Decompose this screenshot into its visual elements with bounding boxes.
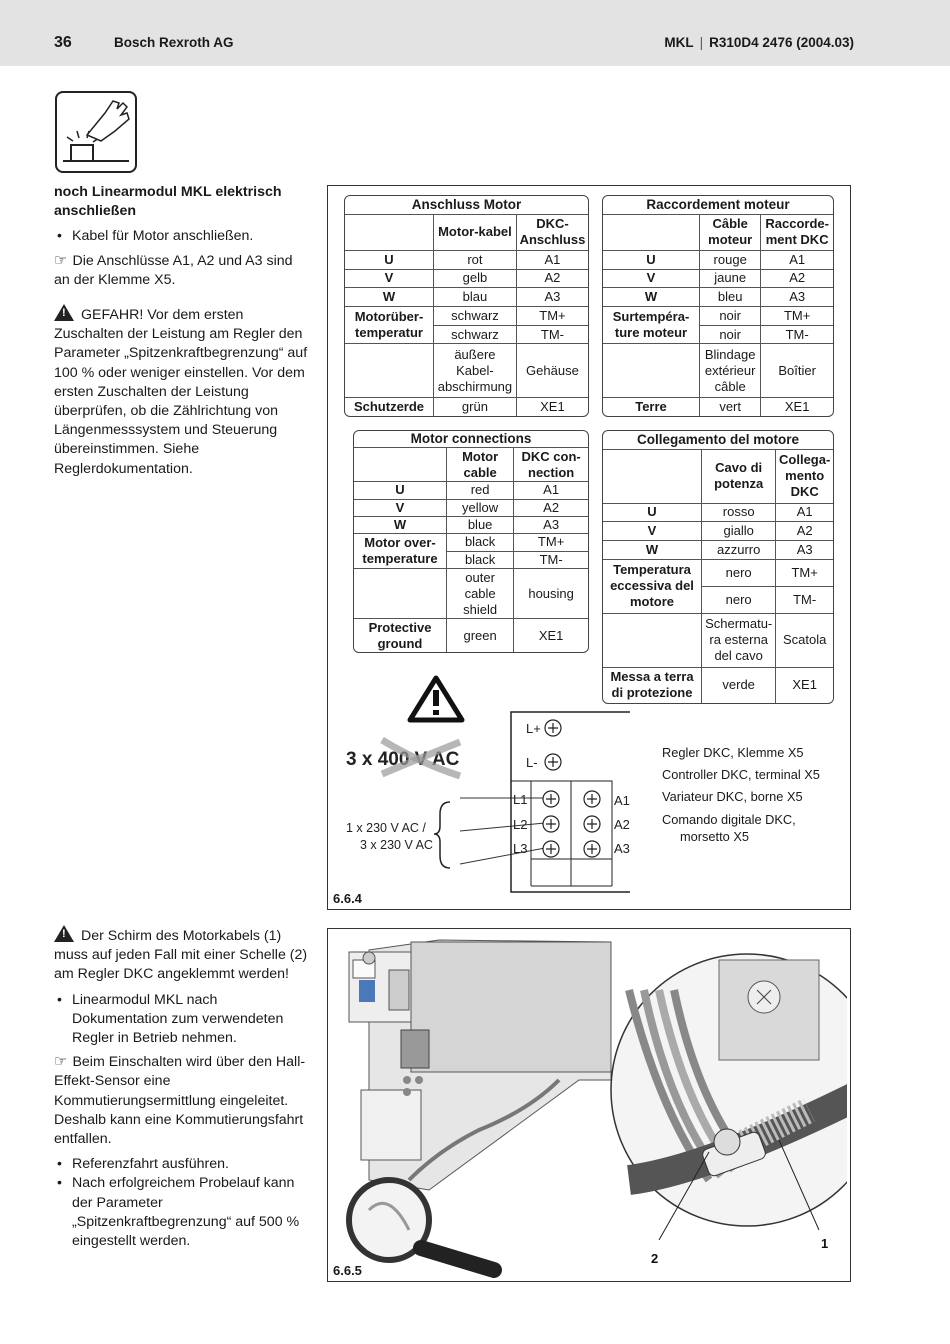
- table-cell: XE1: [776, 667, 833, 703]
- caption-de: Regler DKC, Klemme X5: [662, 745, 804, 760]
- crossed-voltage-label: 3 x 400 V AC: [346, 749, 460, 770]
- table-cell: A3: [776, 541, 833, 560]
- table-cell: Boîtier: [761, 344, 833, 398]
- table-cell: housing: [514, 569, 588, 619]
- terminal-label-a3: A3: [614, 841, 630, 856]
- wire-l2: [460, 823, 545, 831]
- table-cell: schwarz: [434, 325, 517, 344]
- table-cell: rouge: [700, 250, 761, 269]
- warning-shield-note: !Der Schirm des Motorkabels (1) muss auf jeden Fall mit einer Schelle (2) am Regler DKC angeklemmt werden!: [54, 925, 309, 985]
- table-cell: Motorüber-temperatur: [345, 307, 434, 344]
- table-cell: Gehäuse: [516, 344, 588, 398]
- col-header: Cavo di potenza: [702, 449, 776, 503]
- danger-icon: [54, 304, 74, 321]
- bullet-commissioning: • Linearmodul MKL nach Dokumentation zum verwendeten Regler in Betrieb nehmen.: [54, 991, 309, 1049]
- table-cell: W: [345, 288, 434, 307]
- table-cell: A2: [761, 269, 833, 288]
- table-cell: [603, 613, 702, 667]
- table-english: [353, 430, 589, 653]
- col-header: Collega-mento DKC: [776, 449, 833, 503]
- table-cell: jaune: [700, 269, 761, 288]
- table-cell: TM-: [514, 551, 588, 568]
- table-cell: giallo: [702, 522, 776, 541]
- brace: [434, 802, 450, 868]
- table-cell: Motor over-temperature: [354, 534, 447, 569]
- table-cell: TM+: [514, 534, 588, 551]
- table-cell: TM+: [761, 307, 833, 326]
- col-header: Motor-kabel: [434, 214, 517, 250]
- table-cell: U: [603, 250, 700, 269]
- table-cell: TM-: [761, 325, 833, 344]
- table-cell: A1: [514, 482, 588, 499]
- table-cell: Protective ground: [354, 619, 447, 652]
- table-title: Motor connections: [354, 431, 588, 448]
- wiring-diagram: [330, 668, 630, 898]
- table-cell: TM+: [516, 307, 588, 326]
- table-cell: black: [447, 534, 514, 551]
- table-cell: XE1: [516, 398, 588, 416]
- table-cell: noir: [700, 307, 761, 326]
- note-hall-sensor: ☞ Beim Einschalten wird über den Hall-Effekt-Sensor eine Kommutierungsermittlung eingeleitet. Deshalb kann eine Kommutierungsfahrt entfallen.: [54, 1053, 306, 1148]
- company-name: Bosch Rexroth AG: [114, 35, 234, 50]
- table-cell: yellow: [447, 499, 514, 516]
- danger-note: !GEFAHR! Vor dem ersten Zuschalten der Leistung am Regler den Parameter „Spitzenkraftbegrenzung“ auf 100 % oder weniger einstellen. Vor dem ersten Zuschalten der Leistung überprüfen, ob die Zählrichtung von Längenmesssystem und Steuerung übereinstimmen. Siehe Reglerdokumentation.: [54, 304, 309, 479]
- terminal-label-l3: L3: [513, 841, 528, 856]
- table-cell: U: [345, 250, 434, 269]
- wire-l3: [460, 848, 545, 864]
- col-header: DKC-Anschluss: [516, 214, 588, 250]
- table-cell: [345, 214, 434, 250]
- table-cell: outer cable shield: [447, 569, 514, 619]
- table-cell: [354, 448, 447, 482]
- table-cell: [603, 344, 700, 398]
- col-header: Câble moteur: [700, 214, 761, 250]
- table-cell: grün: [434, 398, 517, 416]
- caption-it: Comando digitale DKC,: [662, 812, 796, 827]
- table-cell: TM+: [776, 559, 833, 586]
- table-cell: W: [354, 516, 447, 533]
- bullet-reference-run: • Referenzfahrt ausführen.: [54, 1155, 309, 1174]
- table-cell: A3: [514, 516, 588, 533]
- table-cell: [354, 569, 447, 619]
- bullet-connect-cable: • Kabel für Motor anschließen.: [54, 227, 309, 246]
- table-cell: Terre: [603, 398, 700, 416]
- table-cell: A1: [761, 250, 833, 269]
- supply-label-1: 1 x 230 V AC /: [346, 821, 426, 835]
- table-cell: V: [345, 269, 434, 288]
- table-cell: A2: [516, 269, 588, 288]
- bullet-peak-force: • Nach erfolgreichem Probelauf kann der Parameter „Spitzenkraftbegrenzung“ auf 500 % eingestellt werden.: [54, 1174, 309, 1251]
- table-cell: A1: [776, 503, 833, 522]
- pointing-hand-icon: ☞: [54, 251, 68, 269]
- table-cell: rosso: [702, 503, 776, 522]
- document-number: R310D4 2476 (2004.03): [709, 35, 854, 50]
- table-cell: azzurro: [702, 541, 776, 560]
- product-name: MKL: [664, 35, 694, 50]
- table-cell: nero: [702, 559, 776, 586]
- terminal-label-l2: L2: [513, 817, 528, 832]
- table-cell: Temperatura eccessiva del motore: [603, 559, 702, 613]
- table-cell: green: [447, 619, 514, 652]
- table-cell: verde: [702, 667, 776, 703]
- table-cell: TM-: [776, 586, 833, 613]
- table-italian: [602, 430, 834, 704]
- hand-action-icon: [55, 91, 137, 173]
- controller-shield-illustration: [329, 930, 847, 1278]
- table-cell: noir: [700, 325, 761, 344]
- page-number: 36: [54, 34, 72, 51]
- table-cell: TM-: [516, 325, 588, 344]
- table-cell: äußere Kabel-abschirmung: [434, 344, 517, 398]
- table-cell: A3: [516, 288, 588, 307]
- callout-1: 1: [821, 1236, 829, 1251]
- table-cell: schwarz: [434, 307, 517, 326]
- caption-en: Controller DKC, terminal X5: [662, 767, 820, 782]
- warning-icon: [54, 925, 74, 942]
- table-french: [602, 195, 834, 417]
- table-cell: black: [447, 551, 514, 568]
- figure-label-6-6-4: 6.6.4: [333, 891, 362, 906]
- page-header: [0, 0, 950, 66]
- left-text-top: [54, 183, 309, 479]
- terminal-label-a1: A1: [614, 793, 630, 808]
- table-cell: A2: [514, 499, 588, 516]
- callout-2: 2: [651, 1251, 659, 1266]
- table-cell: W: [603, 541, 702, 560]
- table-cell: rot: [434, 250, 517, 269]
- table-cell: U: [603, 503, 702, 522]
- table-cell: nero: [702, 586, 776, 613]
- table-cell: [603, 449, 702, 503]
- table-cell: Schermatu-ra esterna del cavo: [702, 613, 776, 667]
- left-text-bottom: [54, 925, 309, 1251]
- col-header: Motor cable: [447, 448, 514, 482]
- table-cell: Schutzerde: [345, 398, 434, 416]
- table-cell: U: [354, 482, 447, 499]
- table-cell: XE1: [761, 398, 833, 416]
- terminal-label-l1: L1: [513, 792, 528, 807]
- table-cell: Blindage extérieur câble: [700, 344, 761, 398]
- terminal-label-lminus: L-: [526, 755, 538, 770]
- note-terminals: ☞ Die Anschlüsse A1, A2 und A3 sind an der Klemme X5.: [54, 251, 293, 288]
- section-heading: noch Linearmodul MKL elektrisch anschließen: [54, 184, 282, 220]
- table-cell: [345, 344, 434, 398]
- table-german: [344, 195, 589, 417]
- table-cell: blau: [434, 288, 517, 307]
- table-cell: Surtempéra-ture moteur: [603, 307, 700, 344]
- warning-triangle-icon: [410, 678, 462, 720]
- table-cell: blue: [447, 516, 514, 533]
- table-title: Collegamento del motore: [603, 431, 833, 449]
- table-cell: vert: [700, 398, 761, 416]
- table-cell: Messa a terra di protezione: [603, 667, 702, 703]
- table-cell: XE1: [514, 619, 588, 652]
- table-cell: V: [603, 522, 702, 541]
- table-cell: A3: [761, 288, 833, 307]
- terminal-label-lplus: L+: [526, 721, 541, 736]
- caption-it-2: morsetto X5: [680, 829, 749, 844]
- table-cell: red: [447, 482, 514, 499]
- table-title: Raccordement moteur: [603, 196, 833, 214]
- supply-label-2: 3 x 230 V AC: [360, 838, 433, 852]
- col-header: Raccorde-ment DKC: [761, 214, 833, 250]
- table-cell: V: [354, 499, 447, 516]
- document-reference: MKL | R310D4 2476 (2004.03): [664, 35, 854, 50]
- caption-fr: Variateur DKC, borne X5: [662, 789, 803, 804]
- controller-captions: [662, 742, 820, 845]
- pointing-hand-icon: ☞: [54, 1053, 68, 1071]
- table-cell: A2: [776, 522, 833, 541]
- figure-label-6-6-5: 6.6.5: [333, 1263, 362, 1278]
- col-header: DKC con-nection: [514, 448, 588, 482]
- table-cell: [603, 214, 700, 250]
- table-cell: V: [603, 269, 700, 288]
- table-cell: gelb: [434, 269, 517, 288]
- table-title: Anschluss Motor: [345, 196, 588, 214]
- table-cell: W: [603, 288, 700, 307]
- table-cell: A1: [516, 250, 588, 269]
- terminal-label-a2: A2: [614, 817, 630, 832]
- table-cell: bleu: [700, 288, 761, 307]
- table-cell: Scatola: [776, 613, 833, 667]
